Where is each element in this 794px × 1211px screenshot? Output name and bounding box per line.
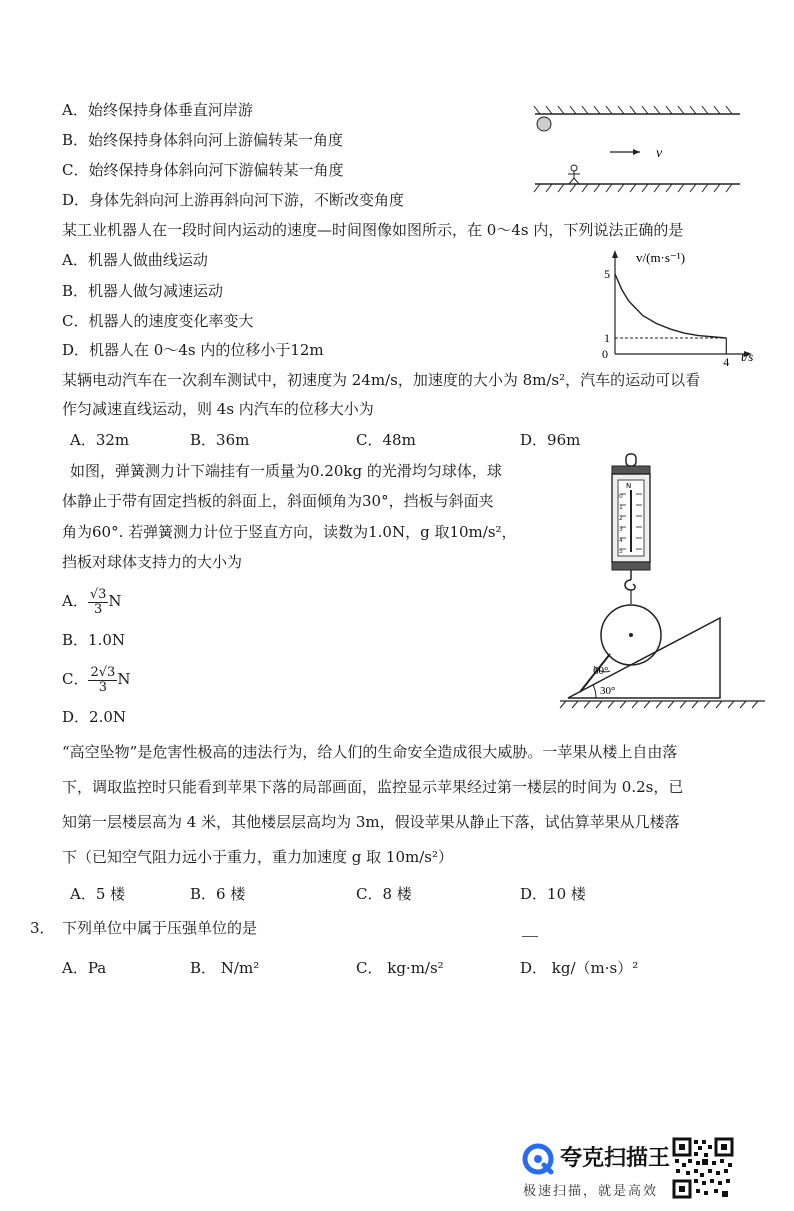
car-stem-line2: 作匀减速直线运动，则 4s 内汽车的位移大小为	[62, 400, 374, 418]
pressure-option-a: A．Pa	[62, 959, 107, 977]
scale-num-5: 5	[619, 548, 623, 555]
y-tick-1: 1	[604, 331, 610, 345]
car-option-d: D．96m	[520, 431, 581, 449]
qr-code-icon	[672, 1137, 734, 1199]
robot-option-b: B．机器人做匀减速运动	[62, 282, 224, 300]
apple-stem-line1: “高空坠物”是危害性极高的违法行为，给人们的生命安全造成很大威胁。一苹果从楼上自由落	[62, 743, 678, 761]
robot-option-a: A．机器人做曲线运动	[62, 251, 208, 269]
y-axis-label: v/(m·s⁻¹)	[636, 250, 686, 265]
spring-incline-figure	[560, 452, 770, 710]
pressure-option-b: B． N/m²	[190, 959, 260, 977]
apple-option-b: B．6 楼	[190, 885, 246, 903]
spring-option-a	[62, 584, 122, 618]
spring-option-a-fraction	[88, 588, 109, 617]
x-tick-0: 0	[602, 347, 608, 361]
car-option-c: C．48m	[356, 431, 416, 449]
spring-stem-line2: 体静止于带有固定挡板的斜面上，斜面倾角为30°，挡板与斜面夹	[62, 492, 494, 510]
pressure-stem: 下列单位中属于压强单位的是	[62, 919, 258, 937]
apple-option-a: A．5 楼	[70, 885, 126, 903]
quark-logo-icon	[522, 1143, 554, 1175]
pressure-question-number: 3．	[30, 919, 55, 937]
spring-option-c-fraction	[88, 666, 117, 695]
robot-question-stem: 某工业机器人在一段时间内运动的速度—时间图像如图所示，在 0～4s 内，下列说法正确的是	[62, 221, 684, 239]
river-figure	[530, 98, 745, 194]
spring-option-d: D．2.0N	[62, 708, 127, 726]
scale-num-4: 4	[619, 537, 623, 544]
spring-stem-line3: 角为60°. 若弹簧测力计位于竖直方向，读数为1.0N，g 取10m/s²，	[62, 523, 517, 541]
spring-option-c-den: 3	[98, 679, 108, 695]
river-option-c: C．始终保持身体斜向河下游偏转某一角度	[62, 161, 344, 179]
angle-30-label: 30°	[600, 685, 616, 697]
velocity-time-chart	[598, 246, 768, 368]
apple-option-d: D．10 楼	[520, 885, 586, 903]
scale-unit-label: N	[626, 482, 632, 490]
river-option-d: D．身体先斜向河上游再斜向河下游，不断改变角度	[62, 191, 405, 209]
x-axis-label: t/s	[741, 349, 754, 364]
footer-brand: 夸克扫描王	[560, 1146, 671, 1171]
car-stem-line1: 某辆电动汽车在一次刹车测试中，初速度为 24m/s，加速度的大小为 8m/s²，汽车的运动可以看	[62, 371, 701, 389]
scale-num-3: 3	[619, 526, 623, 533]
robot-option-d: D．机器人在 0～4s 内的位移小于12m	[62, 341, 324, 359]
spring-option-a-den: 3	[93, 601, 103, 617]
velocity-curve	[615, 274, 726, 338]
spring-option-a-unit: N	[108, 592, 122, 610]
spring-stem-line1: 如图，弹簧测力计下端挂有一质量为0.20kg 的光滑均匀球体，球	[70, 462, 502, 480]
spring-option-c-unit: N	[117, 670, 131, 688]
spring-option-a-num: √3	[89, 586, 107, 602]
pressure-option-d: D． kg/（m·s）²	[520, 959, 639, 977]
swimmer-target-ball	[537, 117, 551, 131]
y-tick-5: 5	[604, 267, 610, 281]
car-option-a: A．32m	[70, 431, 130, 449]
spring-option-b: B．1.0N	[62, 631, 126, 649]
apple-stem-line4: 下（已知空气阻力远小于重力，重力加速度 g 取 10m/s²）	[62, 848, 453, 866]
scale-num-2: 2	[619, 515, 623, 522]
pressure-option-c: C． kg·m/s²	[356, 959, 444, 977]
apple-stem-line2: 下，调取监控时只能看到苹果下落的局部画面，监控显示苹果经过第一楼层的时间为 0.2s，已	[62, 778, 684, 796]
river-option-b: B．始终保持身体斜向河上游偏转某一角度	[62, 131, 344, 149]
spring-option-a-label: A．	[62, 592, 88, 610]
angle-60-label: 60°	[593, 665, 609, 677]
apple-option-c: C．8 楼	[356, 885, 412, 903]
spring-option-c	[62, 662, 130, 696]
velocity-label: v	[656, 146, 663, 161]
y-axis-arrow	[612, 250, 618, 258]
stray-mark	[522, 936, 538, 937]
river-option-a: A．始终保持身体垂直河岸游	[62, 101, 253, 119]
robot-option-c: C．机器人的速度变化率变大	[62, 312, 254, 330]
footer-slogan: 极速扫描，就是高效	[523, 1184, 659, 1199]
apple-stem-line3: 知第一层楼层高为 4 米，其他楼层层高均为 3m，假设苹果从静止下落，试估算苹果从几楼落	[62, 813, 680, 831]
scale-num-1: 1	[619, 504, 623, 511]
x-tick-4: 4	[723, 355, 730, 369]
spring-stem-line4: 挡板对球体支持力的大小为	[62, 553, 243, 571]
scale-num-0: 0	[619, 493, 623, 500]
spring-option-c-label: C．	[62, 670, 89, 688]
car-option-b: B．36m	[190, 431, 250, 449]
spring-option-c-num: 2√3	[90, 664, 116, 680]
